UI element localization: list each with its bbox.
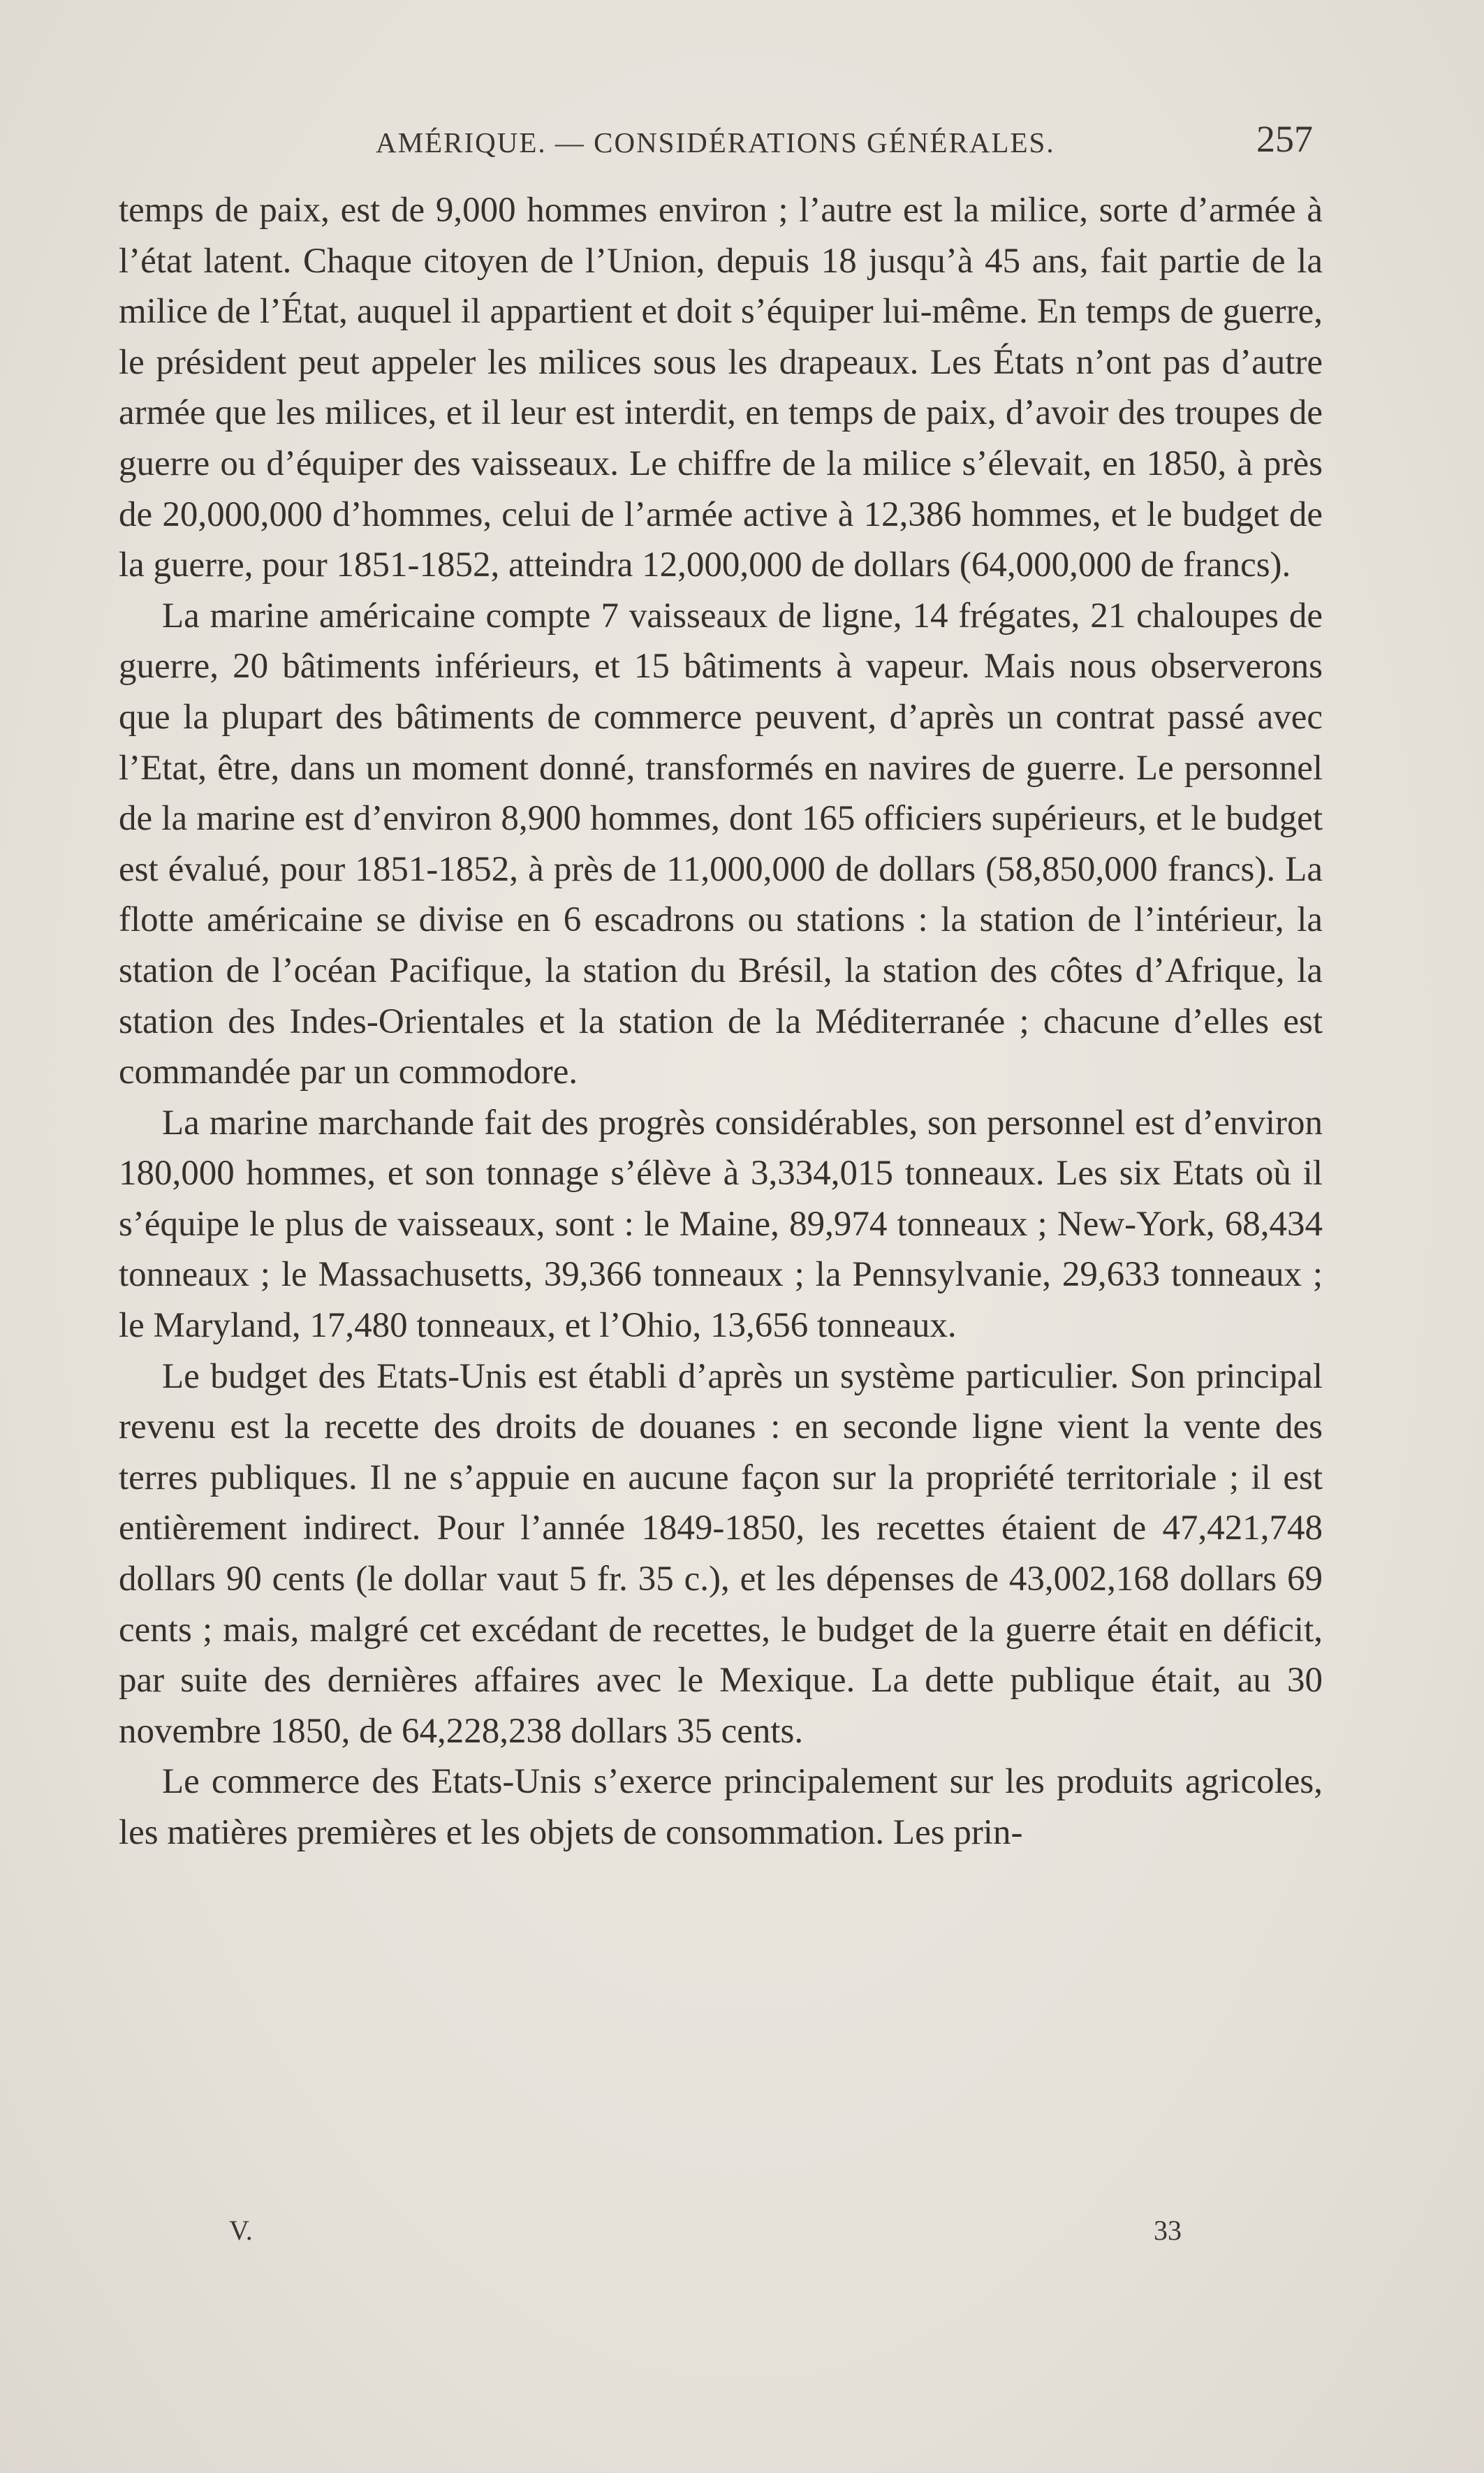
- paragraph-navy: La marine américaine compte 7 vaisseaux de ligne, 14 frégates, 21 chaloupes de guerre, 20 bâtiments inférieurs, et 15 bâtiments à vapeur. Mais nous observerons que la plupart des bâtiments de commerce peuvent, d’après un contrat passé avec l’Etat, être, dans un moment donné, transformés en navires de guerre. Le personnel de la marine est d’environ 8,900 hommes, dont 165 officiers supérieurs, et le budget est évalué, pour 1851-1852, à près de 11,000,000 de dollars (58,850,000 francs). La flotte américaine se divise en 6 escadrons ou stations : la station de l’intérieur, la station de l’océan Pacifique, la station du Brésil, la station des côtes d’Afrique, la station des Indes-Orientales et la station de la Méditerranée ; chacune d’elles est commandée par un commodore.: [119, 596, 1323, 1092]
- body-text: [119, 185, 1323, 1858]
- signature-mark: V.: [229, 2215, 253, 2246]
- page-footer: [119, 2214, 1314, 2256]
- sheet-number: 33: [1154, 2215, 1182, 2246]
- paragraph-budget: Le budget des Etats-Unis est établi d’après un système particulier. Son principal revenu est la recette des droits de douanes : en seconde ligne vient la vente des terres publiques. Il ne s’appuie en aucune façon sur la propriété territoriale ; il est entièrement indirect. Pour l’année 1849-1850, les recettes étaient de 47,421,748 dollars 90 cents (le dollar vaut 5 fr. 35 c.), et les dépenses de 43,002,168 dollars 69 cents ; mais, malgré cet excédant de recettes, le budget de la guerre était en déficit, par suite des dernières affaires avec le Mexique. La dette publique était, au 30 novembre 1850, de 64,228,238 dollars 35 cents.: [119, 1356, 1323, 1751]
- running-head: [117, 117, 1313, 166]
- paragraph-continuation: temps de paix, est de 9,000 hommes environ ; l’autre est la milice, sorte d’armée à l’état latent. Chaque citoyen de l’Union, depuis 18 jusqu’à 45 ans, fait partie de la milice de l’État, auquel il appartient et doit s’équiper lui-même. En temps de guerre, le président peut appeler les milices sous les drapeaux. Les États n’ont pas d’autre armée que les milices, et il leur est interdit, en temps de paix, d’avoir des troupes de guerre ou d’équiper des vaisseaux. Le chiffre de la milice s’élevait, en 1850, à près de 20,000,000 d’hommes, celui de l’armée active à 12,386 hommes, et le budget de la guerre, pour 1851-1852, atteindra 12,000,000 de dollars (64,000,000 de francs).: [119, 191, 1323, 585]
- running-title: AMÉRIQUE. — CONSIDÉRATIONS GÉNÉRALES.: [376, 126, 1055, 159]
- paragraph-merchant-marine: La marine marchande fait des progrès considérables, son personnel est d’environ 180,000 hommes, et son tonnage s’élève à 3,334,015 tonneaux. Les six Etats où il s’équipe le plus de vaisseaux, sont : le Maine, 89,974 tonneaux ; New-York, 68,434 tonneaux ; le Massachusetts, 39,366 tonneaux ; la Pennsylvanie, 29,633 tonneaux ; le Maryland, 17,480 tonneaux, et l’Ohio, 13,656 tonneaux.: [119, 1103, 1323, 1346]
- paragraph-commerce: Le commerce des Etats-Unis s’exerce principalement sur les produits agricoles, les matières premières et les objets de consommation. Les prin-: [119, 1762, 1323, 1852]
- page-number: 257: [1256, 118, 1313, 160]
